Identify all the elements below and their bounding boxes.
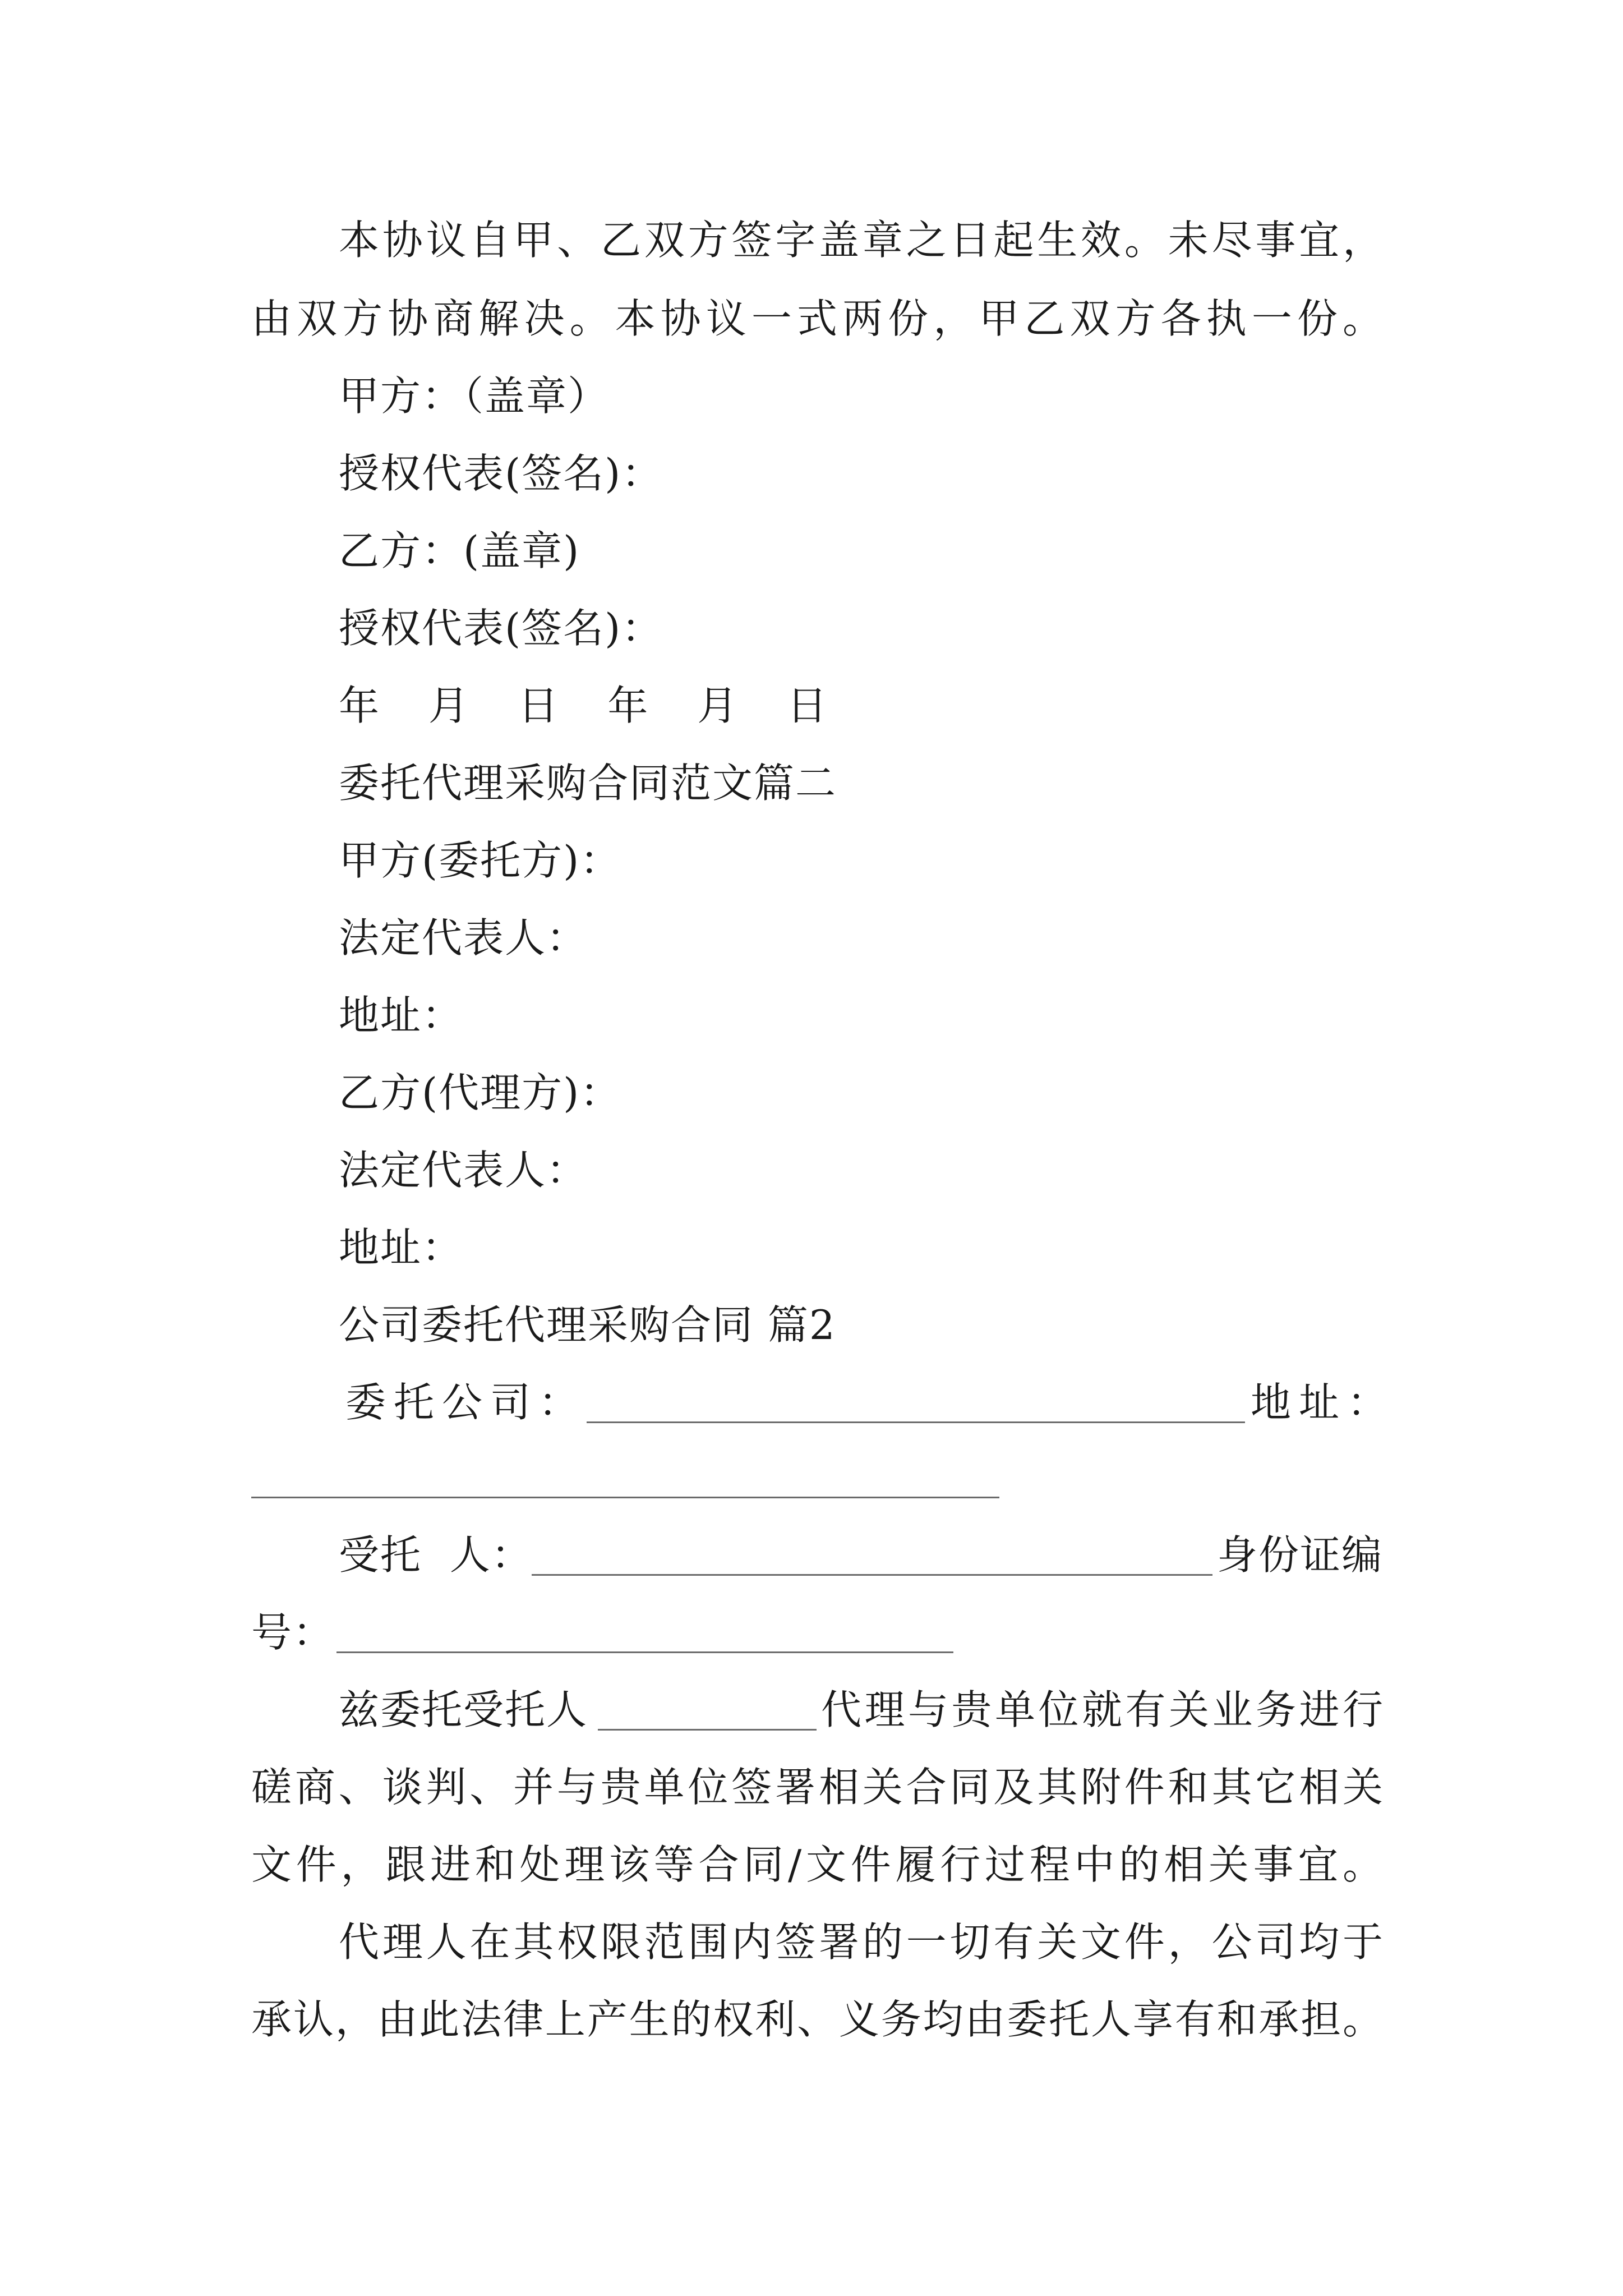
address-line-1: 地址： xyxy=(339,992,464,1039)
id-number-label-part1: 身份证编 xyxy=(1217,1531,1384,1579)
trustee-blank xyxy=(532,1574,1212,1576)
address-blank xyxy=(251,1497,999,1498)
id-number-blank xyxy=(336,1651,953,1653)
id-number-label-part2: 号： xyxy=(251,1609,335,1656)
paragraph-effective-line-2: 由双方协商解决。本协议一式两份，甲乙双方各执一份。 xyxy=(251,295,1384,342)
section-2-title: 委托代理采购合同范文篇二 xyxy=(339,760,837,807)
authorization-line-2: 磋商、谈判、并与贵单位签署相关合同及其附件和其它相关 xyxy=(251,1764,1384,1811)
party-b-seal-line: 乙方：(盖章) xyxy=(339,527,580,574)
address-label: 地址： xyxy=(1251,1379,1396,1426)
trustee-label: 受托 人： xyxy=(339,1531,533,1579)
authorization-text-end: 代理与贵单位就有关业务进行 xyxy=(821,1686,1384,1733)
client-company-blank xyxy=(587,1421,1245,1423)
party-b-agent-line: 乙方(代理方)： xyxy=(339,1069,622,1116)
party-a-seal-line: 甲方：（盖章） xyxy=(339,372,610,420)
legal-rep-line-1: 法定代表人： xyxy=(339,914,588,961)
address-line-2: 地址： xyxy=(339,1224,464,1271)
acknowledgment-line-1: 代理人在其权限范围内签署的一切有关文件，公司均于 xyxy=(339,1918,1384,1966)
date-line: 年 月 日 年 月 日 xyxy=(339,682,835,729)
paragraph-effective-line-1: 本协议自甲、乙双方签字盖章之日起生效。未尽事宜， xyxy=(339,217,1384,264)
party-a-client-line: 甲方(委托方)： xyxy=(339,837,622,884)
legal-rep-line-2: 法定代表人： xyxy=(339,1147,588,1194)
client-company-label: 委托公司： xyxy=(345,1379,587,1426)
authorization-text-start: 兹委托受托人 xyxy=(339,1686,588,1733)
authorization-line-3: 文件，跟进和处理该等合同/文件履行过程中的相关事宜。 xyxy=(251,1841,1384,1888)
section-3-title: 公司委托代理采购合同 篇2 xyxy=(339,1301,836,1349)
acknowledgment-line-2: 承认，由此法律上产生的权利、义务均由委托人享有和承担。 xyxy=(251,1996,1384,2043)
authorized-rep-sign-line-2: 授权代表(签名)： xyxy=(339,605,663,652)
trustee-name-blank xyxy=(598,1729,817,1731)
authorized-rep-sign-line-1: 授权代表(签名)： xyxy=(339,450,663,497)
